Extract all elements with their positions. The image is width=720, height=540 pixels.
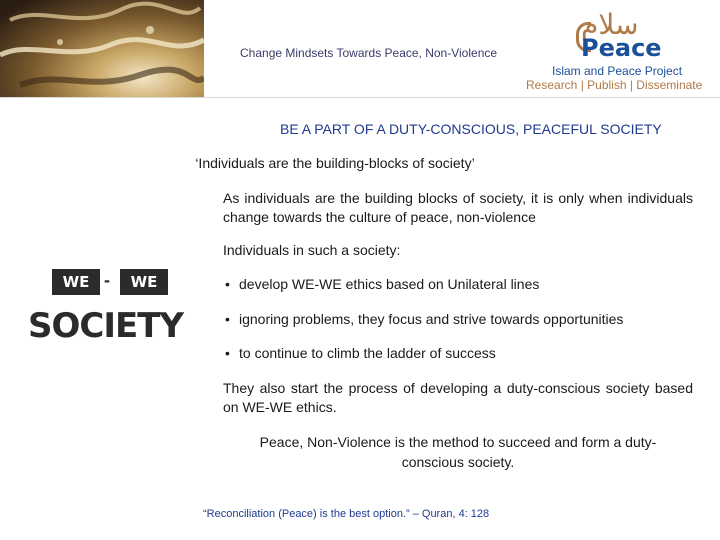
peace-logo[interactable] <box>526 8 716 92</box>
bullet-icon: • <box>225 311 230 327</box>
intro-paragraph: As individuals are the building blocks of society, it is only when individuals change towards the culture of peace, non-violence <box>223 190 693 225</box>
list-item <box>225 345 496 361</box>
footer-citation: “Reconciliation (Peace) is the best option.” – Quran, 4: 128 <box>203 508 490 520</box>
bullet-icon: • <box>225 345 230 361</box>
bullet-icon: • <box>225 276 230 292</box>
list-item-text: develop WE-WE ethics based on Unilateral lines <box>239 276 540 292</box>
logo-links: Research | Publish | Disseminate <box>526 78 703 92</box>
calligraphy-image <box>0 0 204 97</box>
quote-text: ‘Individuals are the building-blocks of society’ <box>195 155 475 171</box>
list-item <box>225 311 623 327</box>
method-statement: Peace, Non-Violence is the method to succeed and form a duty-conscious society. <box>259 434 657 470</box>
quote <box>0 155 720 171</box>
society-wordmark: SOCIETY <box>28 306 184 346</box>
list-item-text: ignoring problems, they focus and strive towards opportunities <box>239 311 624 327</box>
page-heading: BE A PART OF A DUTY-CONSCIOUS, PEACEFUL SOCIETY <box>280 121 662 137</box>
list-item <box>225 276 539 292</box>
logo-subtitle: Islam and Peace Project <box>552 64 683 78</box>
we-left-badge: WE <box>52 269 100 295</box>
header-band <box>0 0 720 98</box>
closing-paragraph: They also start the process of developing a duty-conscious society based on WE-WE ethics. <box>223 380 693 415</box>
logo-arabic-text: سلام <box>581 8 639 41</box>
we-right-badge: WE <box>120 269 168 295</box>
list-item-text: to continue to climb the ladder of success <box>239 345 496 361</box>
header-tagline: Change Mindsets Towards Peace, Non-Violence <box>240 46 498 60</box>
we-dash: - <box>104 270 110 290</box>
lead-text: Individuals in such a society: <box>223 242 401 258</box>
logo-word: Peace <box>581 34 662 62</box>
